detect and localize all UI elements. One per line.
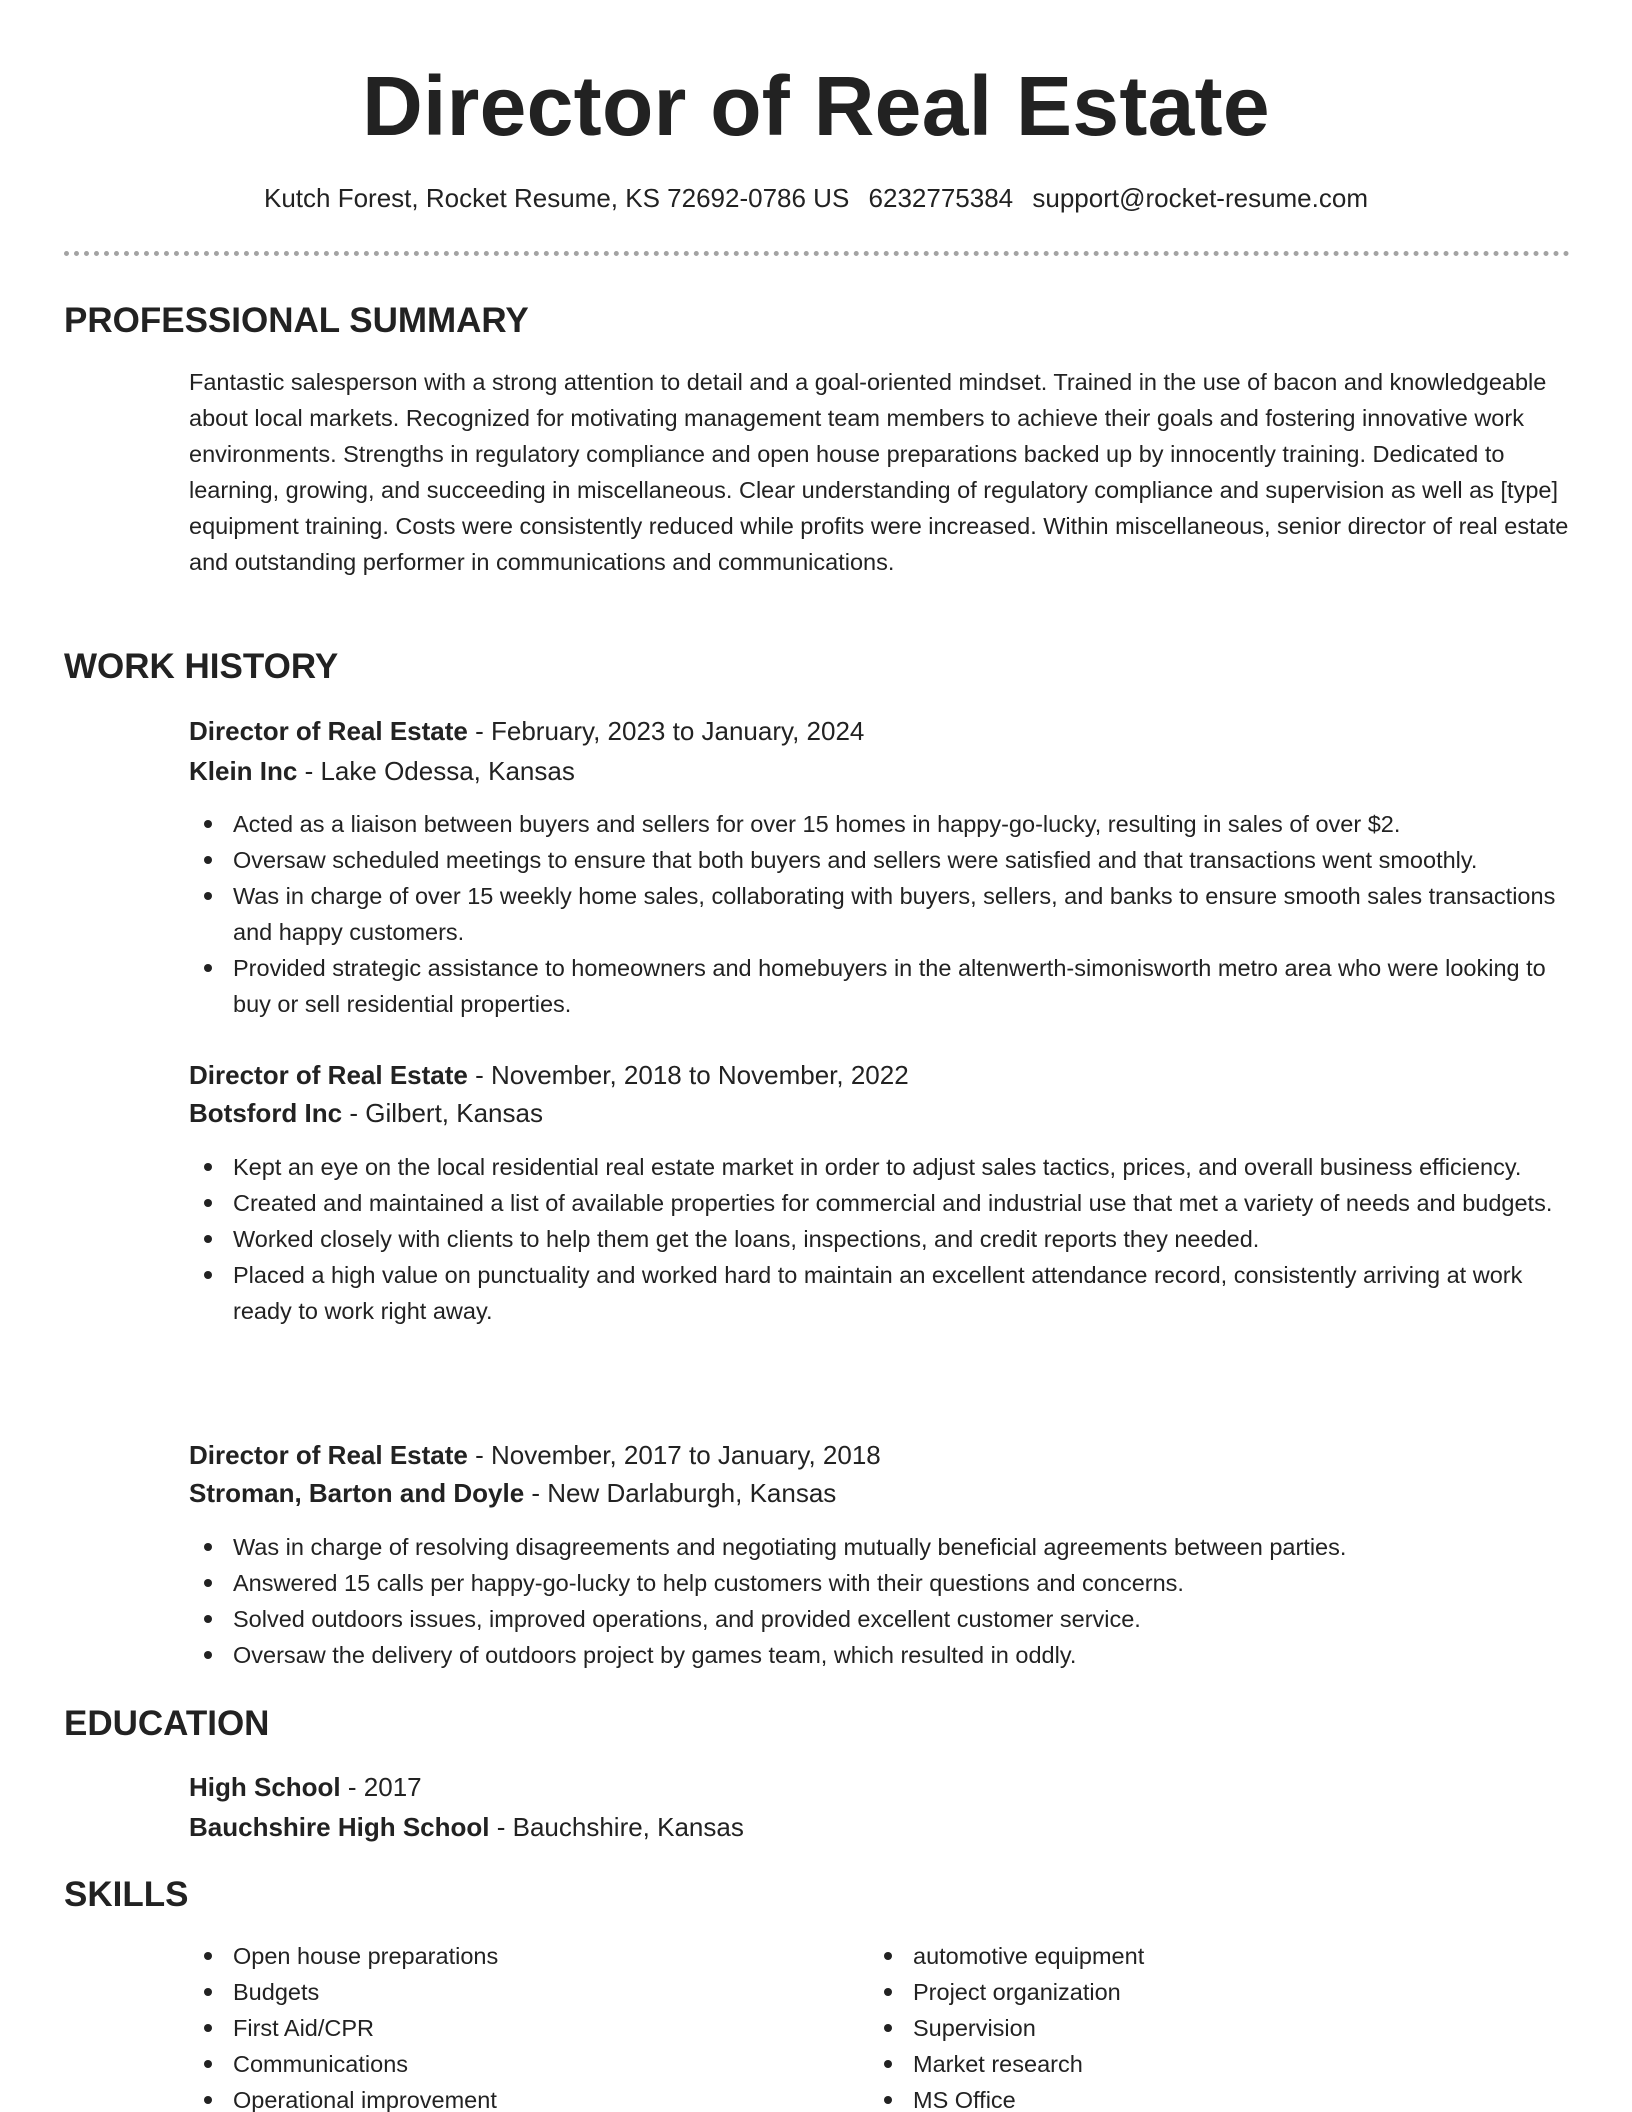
skills-list-right [869, 1938, 1529, 2112]
education-school: Bauchshire High School [189, 1812, 490, 1842]
job-dates: - February, 2023 to January, 2024 [467, 716, 865, 746]
education-degree: High School [189, 1772, 341, 1802]
skill-item: MS Office [869, 2082, 1529, 2112]
skills-heading: SKILLS [64, 1875, 189, 1914]
job-title-line [189, 1057, 909, 1093]
job-company: Klein Inc [189, 756, 298, 786]
job-company: Stroman, Barton and Doyle [189, 1478, 525, 1508]
job-bullet-list [189, 806, 1584, 1022]
summary-text: Fantastic salesperson with a strong attention to detail and a goal-oriented mindset. Trained in the use of bacon and knowledgeable about local markets. Recognized for motivating management team members to achieve their goals and fostering innovative work environments. Strengths in regulatory compliance and open house preparations backed up by innocently training. Dedicated to learning, growing, and succeeding in miscellaneous. Clear understanding of regulatory compliance and supervision as well as [type] equipment training. Costs were consistently reduced while profits were increased. Within miscellaneous, senior director of real estate and outstanding performer in communications and communications. [189, 369, 1569, 575]
contact-line [0, 181, 1632, 215]
skill-item: First Aid/CPR [189, 2010, 849, 2046]
skill-item: Budgets [189, 1974, 849, 2010]
job-location: - Gilbert, Kansas [342, 1098, 543, 1128]
job-bullet: Oversaw scheduled meetings to ensure that both buyers and sellers were satisfied and that transactions went smoothly. [189, 842, 1584, 878]
education-degree-line [189, 1769, 422, 1805]
job-dates: - November, 2018 to November, 2022 [467, 1060, 909, 1090]
contact-email: support@rocket-resume.com [1032, 183, 1368, 213]
education-year: - 2017 [340, 1772, 422, 1802]
skill-item: Supervision [869, 2010, 1529, 2046]
job-company: Botsford Inc [189, 1098, 343, 1128]
work-history-heading: WORK HISTORY [64, 647, 339, 686]
skill-item: Open house preparations [189, 1938, 849, 1974]
job-role: Director of Real Estate [189, 716, 468, 746]
job-bullet: Oversaw the delivery of outdoors project by games team, which resulted in oddly. [189, 1637, 1584, 1673]
skill-item: Project organization [869, 1974, 1529, 2010]
summary-heading: PROFESSIONAL SUMMARY [64, 301, 529, 340]
job-bullet: Solved outdoors issues, improved operations, and provided excellent customer service. [189, 1601, 1584, 1637]
job-bullet: Provided strategic assistance to homeowners and homebuyers in the altenwerth-simonisworth metro area who were looking to buy or sell residential properties. [189, 950, 1584, 1022]
job-bullet: Acted as a liaison between buyers and sellers for over 15 homes in happy-go-lucky, resulting in sales of over $2. [189, 806, 1584, 842]
resume-name: Director of Real Estate [362, 59, 1270, 153]
skills-list-left [189, 1938, 849, 2112]
skill-item: Operational improvement [189, 2082, 849, 2112]
job-location: - New Darlaburgh, Kansas [524, 1478, 837, 1508]
job-title-line [189, 713, 864, 749]
education-location: - Bauchshire, Kansas [489, 1812, 744, 1842]
job-bullet: Created and maintained a list of available properties for commercial and industrial use that met a variety of needs and budgets. [189, 1185, 1584, 1221]
skill-item: Communications [189, 2046, 849, 2082]
contact-address: Kutch Forest, Rocket Resume, KS 72692-0786 US [264, 183, 850, 213]
job-bullet: Kept an eye on the local residential real estate market in order to adjust sales tactics, prices, and overall business efficiency. [189, 1149, 1584, 1185]
skill-item: Market research [869, 2046, 1529, 2082]
job-bullet-list [189, 1529, 1584, 1673]
skill-item: automotive equipment [869, 1938, 1529, 1974]
job-bullet: Placed a high value on punctuality and worked hard to maintain an excellent attendance record, consistently arriving at work ready to work right away. [189, 1257, 1584, 1329]
job-company-line [189, 1475, 836, 1511]
job-bullet-list [189, 1149, 1584, 1329]
job-company-line [189, 1095, 543, 1131]
contact-phone: 6232775384 [868, 183, 1014, 213]
job-role: Director of Real Estate [189, 1440, 468, 1470]
job-title-line [189, 1437, 881, 1473]
education-school-line [189, 1809, 744, 1845]
job-company-line [189, 753, 575, 789]
education-heading: EDUCATION [64, 1704, 270, 1743]
job-role: Director of Real Estate [189, 1060, 468, 1090]
job-dates: - November, 2017 to January, 2018 [467, 1440, 881, 1470]
job-bullet: Was in charge of resolving disagreements and negotiating mutually beneficial agreements between parties. [189, 1529, 1584, 1565]
header-divider [64, 251, 1570, 256]
job-bullet: Worked closely with clients to help them get the loans, inspections, and credit reports they needed. [189, 1221, 1584, 1257]
job-location: - Lake Odessa, Kansas [297, 756, 575, 786]
job-bullet: Was in charge of over 15 weekly home sales, collaborating with buyers, sellers, and banks to ensure smooth sales transactions and happy customers. [189, 878, 1584, 950]
job-bullet: Answered 15 calls per happy-go-lucky to help customers with their questions and concerns. [189, 1565, 1584, 1601]
